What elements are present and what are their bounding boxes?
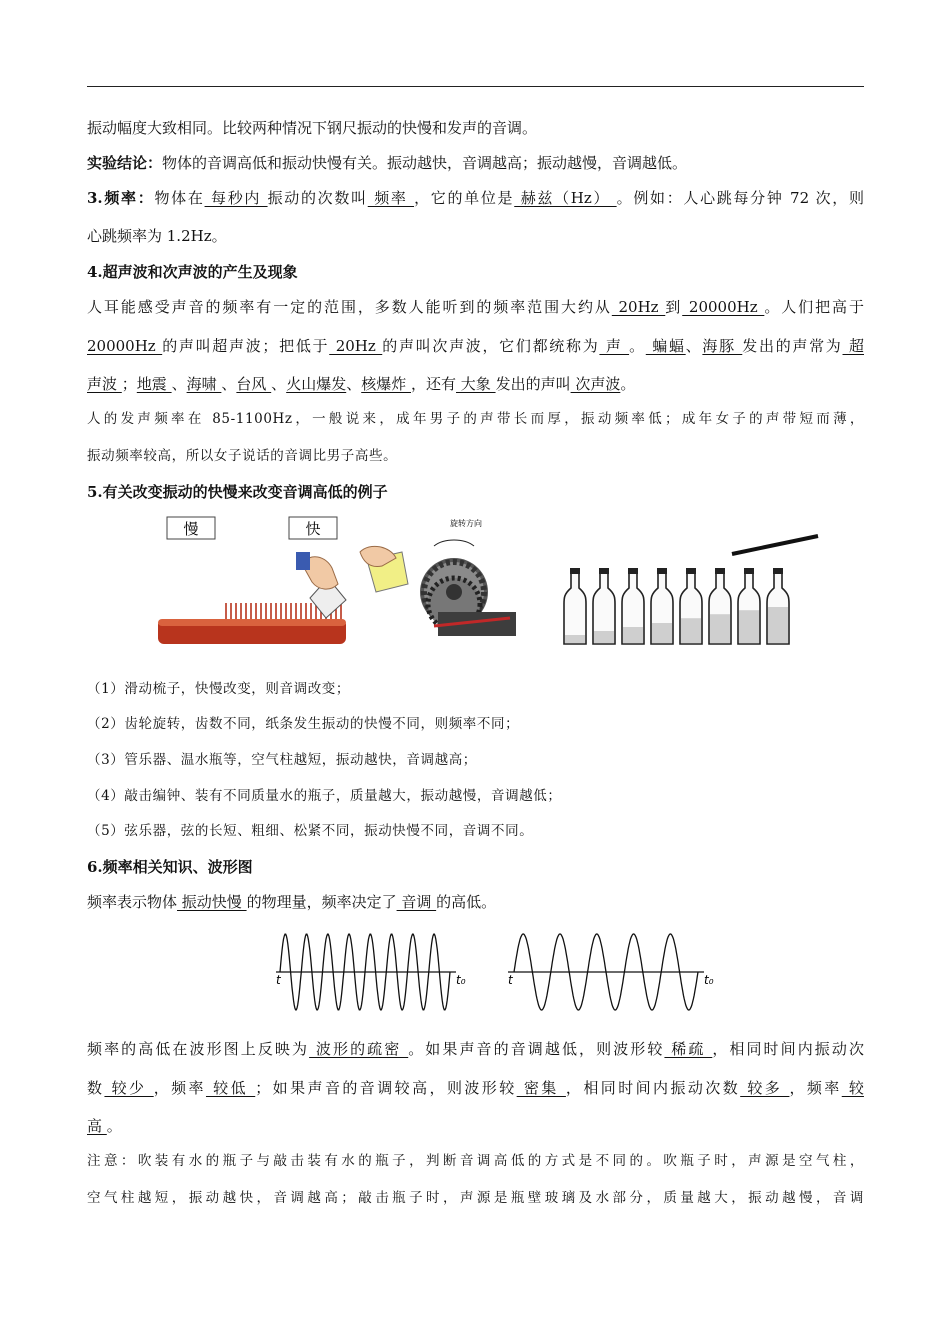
wave-left-end-label: t₀	[456, 973, 466, 987]
bottle-cap	[657, 568, 667, 574]
fast-label: 快	[305, 520, 321, 538]
bottle-water	[739, 610, 759, 643]
bottle-water	[594, 631, 614, 643]
high-frequency-waveform	[276, 934, 466, 1010]
bottle-cap	[744, 568, 754, 574]
example-item-3: （3）管乐器、温水瓶等，空气柱越短，振动越快，音调越高；	[87, 752, 477, 768]
section3-line2: 心跳频率为 1.2Hz。	[87, 227, 227, 245]
bottle-water	[681, 618, 701, 643]
section4-line1: 人耳能感受声音的频率有一定的范围，多数人能听到的频率范围大约从 20Hz 到 20000Hz 。人们把高于	[87, 298, 864, 316]
bottle	[564, 572, 586, 644]
section6-note1: 注意：吹装有水的瓶子与敲击装有水的瓶子，判断音调高低的方式是不同的。吹瓶子时，声源是空气柱，	[87, 1153, 864, 1169]
striking-rod	[732, 536, 818, 554]
section6-line3: 数 较少 ，频率 较低 ；如果声音的音调较高，则波形较 密集 ，相同时间内振动次数 较多 ，频率 较	[87, 1079, 864, 1097]
example-item-2: （2）齿轮旋转，齿数不同，纸条发生振动的快慢不同，则频率不同；	[87, 716, 520, 732]
bottles-illustration	[564, 536, 818, 644]
blank-frequency: 频率	[367, 189, 415, 207]
bottle-cap	[773, 568, 783, 574]
section4-heading: 4.超声波和次声波的产生及现象	[87, 263, 298, 281]
section6-heading: 6.频率相关知识、波形图	[87, 858, 253, 876]
section6-line2: 频率的高低在波形图上反映为 波形的疏密 。如果声音的音调越低，则波形较 稀疏 ，相同时间内振动次	[87, 1040, 864, 1058]
example-item-1: （1）滑动梳子，快慢改变，则音调改变；	[87, 681, 350, 697]
bottle-water	[623, 627, 643, 643]
paragraph-conclusion: 实验结论：物体的音调高低和振动快慢有关。振动越快，音调越高；振动越慢，音调越低。	[87, 154, 688, 172]
bottle-water	[652, 623, 672, 643]
bottle-cap	[686, 568, 696, 574]
blank-per-second: 每秒内	[204, 189, 268, 207]
section6-line4: 高 。	[87, 1117, 122, 1135]
section4-line3: 声波 ；地震 、海啸 、台风 、火山爆发、核爆炸 ，还有 大象 发出的声叫 次声波。	[87, 375, 636, 393]
waveform-figure	[270, 928, 730, 1016]
example-item-4: （4）敲击编钟、装有不同质量水的瓶子，质量越大，振动越慢，音调越低；	[87, 788, 562, 804]
bottle-cap	[599, 568, 609, 574]
low-frequency-waveform	[508, 934, 714, 1010]
wave-right-end-label: t₀	[704, 973, 714, 987]
section4-note1: 人的发声频率在 85-1100Hz，一般说来，成年男子的声带长而厚，振动频率低；成年女子的声带短而薄，	[87, 411, 864, 427]
comb-illustration	[158, 552, 346, 644]
gear-illustration	[360, 518, 516, 636]
bottle-cap	[570, 568, 580, 574]
bottle-cap	[628, 568, 638, 574]
section5-heading: 5.有关改变振动的快慢来改变音调高低的例子	[87, 483, 388, 501]
section6-line1: 频率表示物体 振动快慢 的物理量，频率决定了 音调 的高低。	[87, 893, 497, 911]
rotation-direction-caption: 旋转方向	[450, 519, 482, 528]
wave-right-start-label: t	[508, 973, 513, 987]
header-rule	[87, 86, 864, 87]
pitch-examples-figure	[150, 512, 830, 652]
section6-note2: 空气柱越短，振动越快，音调越高；敲击瓶子时，声源是瓶壁玻璃及水部分，质量越大，振动越慢，音调	[87, 1190, 864, 1206]
section4-line2: 20000Hz 的声叫超声波；把低于 20Hz 的声叫次声波，它们都统称为 声 。 蝙蝠、海豚 发出的声常为 超	[87, 337, 864, 355]
example-item-5: （5）弦乐器，弦的长短、粗细、松紧不同，振动快慢不同，音调不同。	[87, 823, 534, 839]
blank-hertz: 赫兹（Hz）	[514, 189, 617, 207]
paragraph-amplitude: 振动幅度大致相同。比较两种情况下钢尺振动的快慢和发声的音调。	[87, 119, 538, 137]
section4-note2: 振动频率较高，所以女子说话的音调比男子高些。	[87, 448, 398, 464]
wave-left-start-label: t	[276, 973, 281, 987]
slow-label: 慢	[183, 520, 199, 538]
section3-line1: 3.频率：物体在 每秒内 振动的次数叫 频率 ，它的单位是 赫兹（Hz） 。例如：人心跳每分钟 72 次，则	[87, 189, 864, 207]
bottle-water	[768, 607, 788, 643]
bottle-cap	[715, 568, 725, 574]
bottle-water	[565, 635, 585, 643]
bottle-water	[710, 614, 730, 643]
